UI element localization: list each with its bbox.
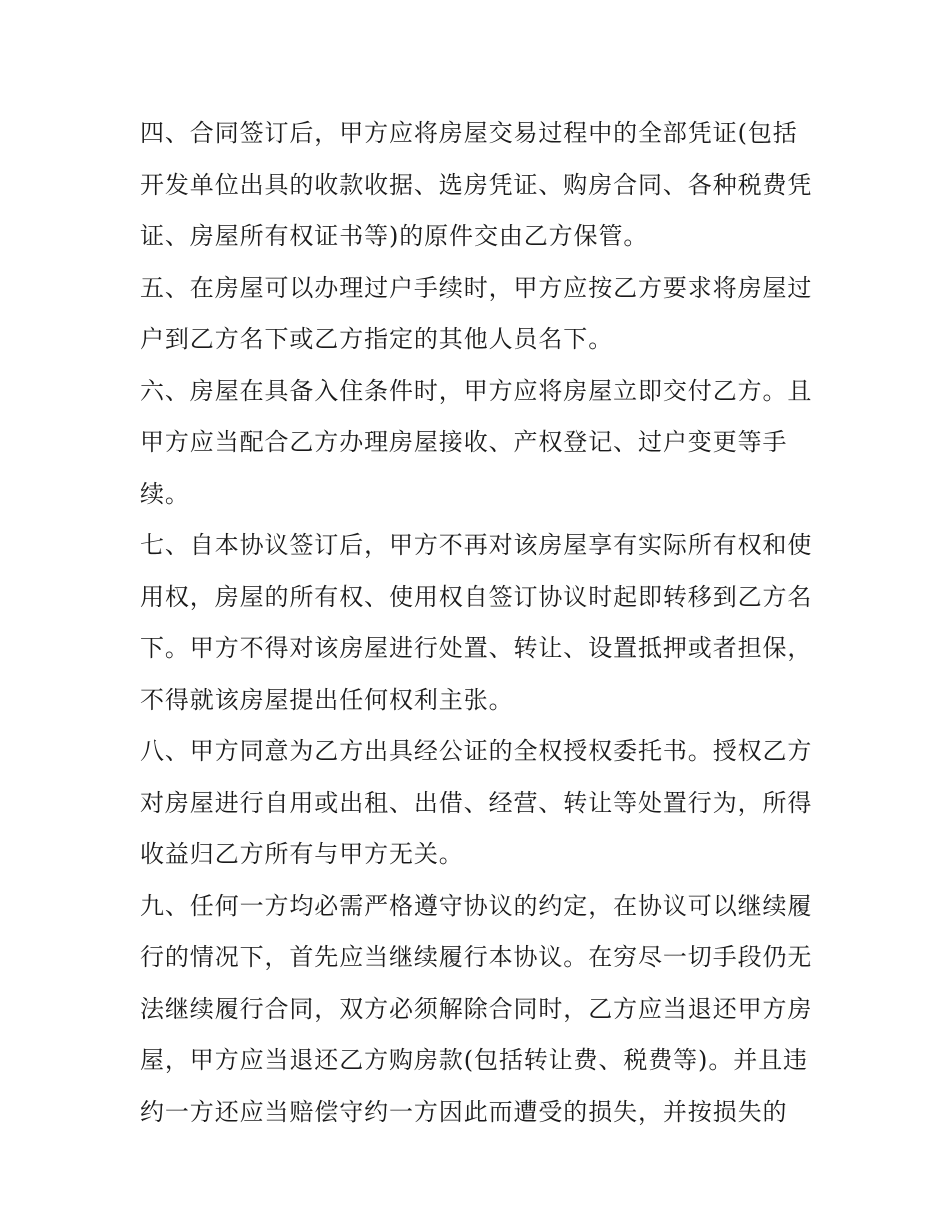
- clause-line: 续。: [140, 479, 190, 508]
- clause-line: 六、房屋在具备入住条件时，甲方应将房屋立即交付乙方。且: [140, 376, 813, 405]
- clause-line: 约一方还应当赔偿守约一方因此而遭受的损失，并按损失的: [140, 1097, 788, 1126]
- clause-line: 九、任何一方均必需严格遵守协议的约定，在协议可以继续履: [140, 891, 813, 920]
- clause-line: 法继续履行合同，双方必须解除合同时，乙方应当退还甲方房: [140, 994, 813, 1023]
- clause-line: 下。甲方不得对该房屋进行处置、转让、设置抵押或者担保，: [140, 634, 813, 662]
- clause-line: 八、甲方同意为乙方出具经公证的全权授权委托书。授权乙方: [140, 737, 813, 765]
- clause-line: 开发单位出具的收款收据、选房凭证、购房合同、各种税费凭: [140, 170, 813, 199]
- clause-5: [140, 263, 820, 366]
- clause-line: 七、自本协议签订后，甲方不再对该房屋享有实际所有权和使: [140, 531, 813, 559]
- clause-line: 甲方应当配合乙方办理房屋接收、产权登记、过户变更等手: [140, 428, 788, 456]
- clause-line: 收益归乙方所有与甲方无关。: [140, 840, 464, 868]
- clause-line: 对房屋进行自用或出租、出借、经营、转让等处置行为，所得: [140, 788, 813, 817]
- clause-line: 证、房屋所有权证书等)的原件交由乙方保管。: [140, 222, 649, 250]
- clause-line: 四、合同签订后，甲方应将房屋交易过程中的全部凭证(包括: [140, 119, 798, 147]
- clause-8: [140, 726, 820, 881]
- clause-line: 五、在房屋可以办理过户手续时，甲方应按乙方要求将房屋过: [140, 273, 813, 302]
- clause-line: 行的情况下，首先应当继续履行本协议。在穷尽一切手段仍无: [140, 943, 813, 971]
- clause-4: [140, 108, 820, 263]
- clause-line: 屋，甲方应当退还乙方购房款(包括转让费、税费等)。并且违: [140, 1046, 808, 1074]
- document-body: [140, 108, 820, 1138]
- clause-7: [140, 520, 820, 726]
- clause-line: 户到乙方名下或乙方指定的其他人员名下。: [140, 325, 614, 353]
- clause-6: [140, 366, 820, 521]
- clause-line: 不得就该房屋提出任何权利主张。: [140, 685, 514, 714]
- clause-line: 用权，房屋的所有权、使用权自签订协议时起即转移到乙方名: [140, 582, 813, 611]
- clause-9: [140, 881, 820, 1139]
